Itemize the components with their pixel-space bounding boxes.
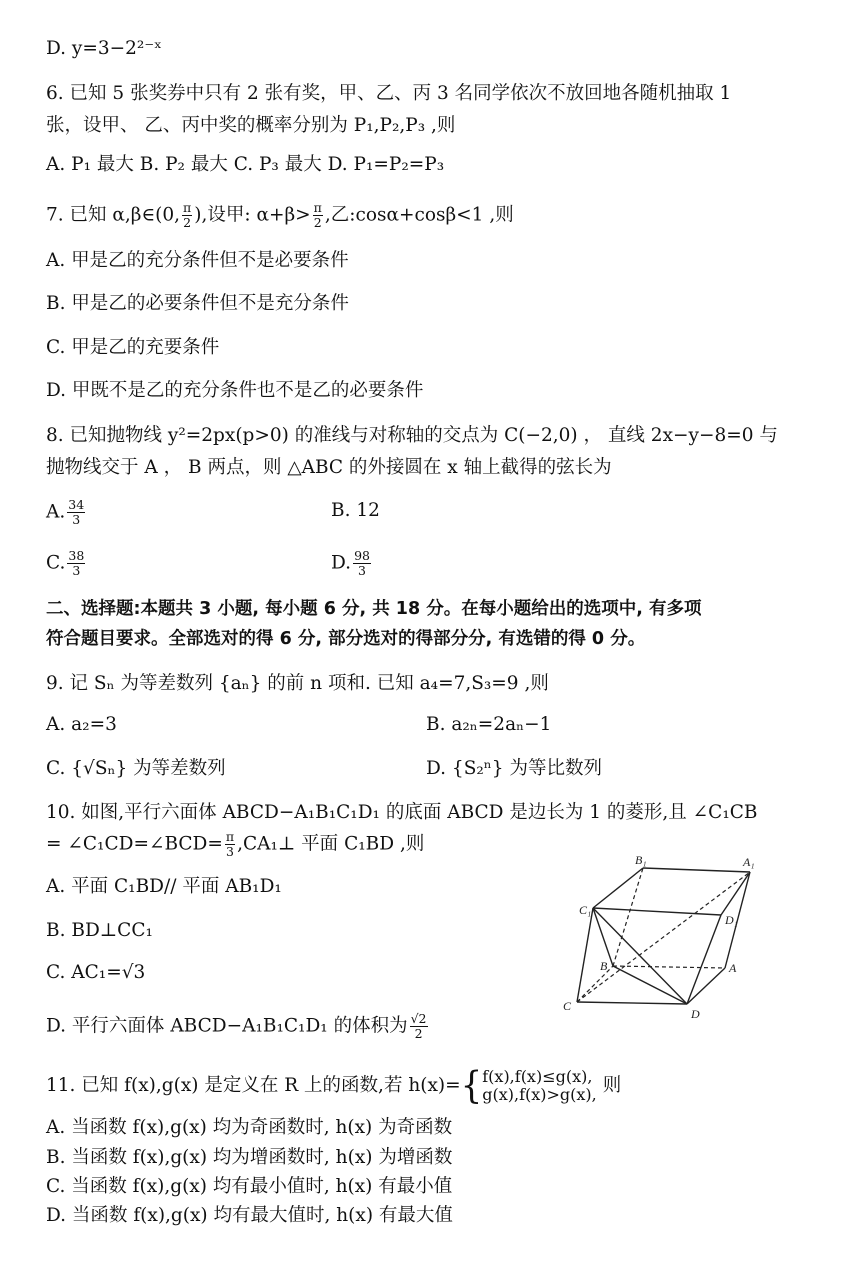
q7-stem <box>46 201 514 230</box>
fraction-numerator: √2 <box>410 1011 427 1026</box>
q10-stem-line1: 10. 如图,平行六面体 ABCD−A₁B₁C₁D₁ 的底面 ABCD 是边长为 1 的菱形,且 ∠C₁CB <box>46 802 758 823</box>
q11-option-d: D. 当函数 f(x),g(x) 均有最大值时, h(x) 有最大值 <box>46 1205 453 1226</box>
option-letter: C. <box>46 552 66 574</box>
fraction-denominator: 3 <box>226 844 234 859</box>
piecewise-brace: { <box>460 1064 483 1108</box>
fraction-numerator: 98 <box>354 548 370 563</box>
label-c: C <box>563 999 572 1013</box>
fraction-denominator: 2 <box>183 215 192 230</box>
q7-option-d: D. 甲既不是乙的充分条件也不是乙的必要条件 <box>46 380 424 401</box>
q8-option-d <box>331 549 373 578</box>
q10-option-c: C. AC₁=√3 <box>46 962 146 983</box>
q10-option-b: B. BD⊥CC₁ <box>46 920 153 941</box>
label-c1: C₁ <box>579 903 592 917</box>
fraction-denominator: 3 <box>72 512 81 527</box>
hidden-edge-b-a <box>613 966 725 968</box>
q11-option-c: C. 当函数 f(x),g(x) 均有最小值时, h(x) 有最小值 <box>46 1176 453 1197</box>
q7-stem-part1: 7. 已知 α,β∈(0, <box>46 204 181 226</box>
hidden-edge-b-b1 <box>613 868 643 966</box>
fraction-38-3 <box>67 549 85 578</box>
q7-fraction-pi-over-2-b <box>313 201 323 230</box>
fraction-denominator: 3 <box>72 563 81 578</box>
label-b: B <box>600 959 608 973</box>
label-d: D <box>691 1007 700 1021</box>
edge-c-c1 <box>577 908 593 1002</box>
fraction-numerator: 34 <box>68 497 85 512</box>
fraction-numerator: 38 <box>68 548 85 563</box>
label-a: A <box>729 961 737 975</box>
q7-fraction-pi-over-2 <box>182 201 192 230</box>
q9-option-a: A. a₂=3 <box>46 714 117 735</box>
parallelepiped-figure <box>555 852 775 1022</box>
edge-d-a <box>687 968 725 1004</box>
q8-stem-line2: 抛物线交于 A ， B 两点，则 △ABC 的外接圆在 x 轴上截得的弦长为 <box>46 457 612 478</box>
q6-stem-line2: 张，设甲、 乙、丙中奖的概率分别为 P₁,P₂,P₃ ,则 <box>46 115 456 136</box>
edge-c1-d <box>593 908 687 1004</box>
q10-option-a: A. 平面 C₁BD// 平面 AB₁D₁ <box>46 876 282 897</box>
edge-d1-c1 <box>593 908 721 915</box>
edge-b-d <box>613 966 687 1004</box>
edge-b1-a1 <box>643 868 750 872</box>
fraction-34-3 <box>67 498 85 527</box>
piecewise-case-top: f(x),f(x)≤g(x), <box>482 1067 593 1086</box>
q7-stem-part2: ),设甲: α+β> <box>194 204 311 226</box>
edge-c1-b1 <box>593 868 643 908</box>
q9-option-d: D. {S₂ⁿ} 为等比数列 <box>426 758 602 779</box>
q7-option-a: A. 甲是乙的充分条件但不是必要条件 <box>46 250 349 271</box>
piecewise-cases <box>482 1068 597 1104</box>
fraction-denominator: 3 <box>358 563 366 578</box>
q9-stem: 9. 记 Sₙ 为等差数列 {aₙ} 的前 n 项和. 已知 a₄=7,S₃=9 ,则 <box>46 673 549 694</box>
fraction-numerator: π <box>225 829 235 844</box>
fraction-98-3 <box>353 549 371 578</box>
q10-stem-line2 <box>46 830 424 859</box>
section-heading-line1: 二、选择题:本题共 3 小题, 每小题 6 分, 共 18 分。在每小题给出的选项中, 有多项 <box>46 599 702 619</box>
q8-option-c <box>46 549 87 578</box>
q8-stem-line1: 8. 已知抛物线 y²=2px(p>0) 的准线与对称轴的交点为 C(−2,0) ， 直线 2x−y−8=0 与 <box>46 425 778 446</box>
q9-option-c: C. {√Sₙ} 为等差数列 <box>46 758 226 779</box>
label-a1: A₁ <box>743 855 755 869</box>
fraction-numerator: π <box>313 200 322 215</box>
q9-option-b: B. a₂ₙ=2aₙ−1 <box>426 714 552 735</box>
fraction-sqrt2-over-2 <box>410 1012 428 1041</box>
q10-stem-part1: = ∠C₁CD=∠BCD= <box>46 833 223 855</box>
q11-stem <box>46 1064 622 1108</box>
fraction-denominator: 2 <box>414 1026 423 1041</box>
q10-stem-part2: ,CA₁⊥ 平面 C₁BD ,则 <box>237 833 425 855</box>
q10-option-d-text: D. 平行六面体 ABCD−A₁B₁C₁D₁ 的体积为 <box>46 1015 408 1037</box>
label-b1: B₁ <box>635 853 647 867</box>
q11-stem-part1: 11. 已知 f(x),g(x) 是定义在 R 上的函数,若 h(x)= <box>46 1075 461 1096</box>
edge-d-d1 <box>687 915 721 1004</box>
q11-option-b: B. 当函数 f(x),g(x) 均为增函数时, h(x) 为增函数 <box>46 1147 453 1168</box>
piecewise-case-bottom: g(x),f(x)>g(x), <box>482 1085 597 1104</box>
q7-option-c: C. 甲是乙的充要条件 <box>46 337 220 358</box>
q6-options: A. P₁ 最大 B. P₂ 最大 C. P₃ 最大 D. P₁=P₂=P₃ <box>46 154 445 175</box>
option-letter: D. <box>331 552 352 574</box>
section-heading-line2: 符合题目要求。全部选对的得 6 分, 部分选对的得部分分, 有选错的得 0 分。 <box>46 629 646 649</box>
q7-stem-part3: ,乙:cosα+cosβ<1 ,则 <box>324 204 514 226</box>
fraction-numerator: π <box>183 200 192 215</box>
edge-c-d <box>577 1002 687 1004</box>
q7-option-b: B. 甲是乙的必要条件但不是充分条件 <box>46 293 349 314</box>
q8-option-b: B. 12 <box>331 500 380 521</box>
q11-stem-part2: 则 <box>602 1075 622 1096</box>
fraction-pi-over-3 <box>225 830 235 859</box>
label-d1: D₁ <box>725 913 738 927</box>
edge-c1-b <box>593 908 613 966</box>
q11-option-a: A. 当函数 f(x),g(x) 均为奇函数时, h(x) 为奇函数 <box>46 1117 453 1138</box>
q6-stem-line1: 6. 已知 5 张奖券中只有 2 张有奖，甲、乙、丙 3 名同学依次不放回地各随机抽取 1 <box>46 83 732 104</box>
fraction-denominator: 2 <box>313 215 322 230</box>
q8-option-a <box>46 498 87 527</box>
option-letter: A. <box>46 501 66 523</box>
q5-option-d: D. y=3−2²⁻ˣ <box>46 38 162 59</box>
edge-a1-d1 <box>721 872 750 915</box>
q10-option-d <box>46 1012 430 1041</box>
